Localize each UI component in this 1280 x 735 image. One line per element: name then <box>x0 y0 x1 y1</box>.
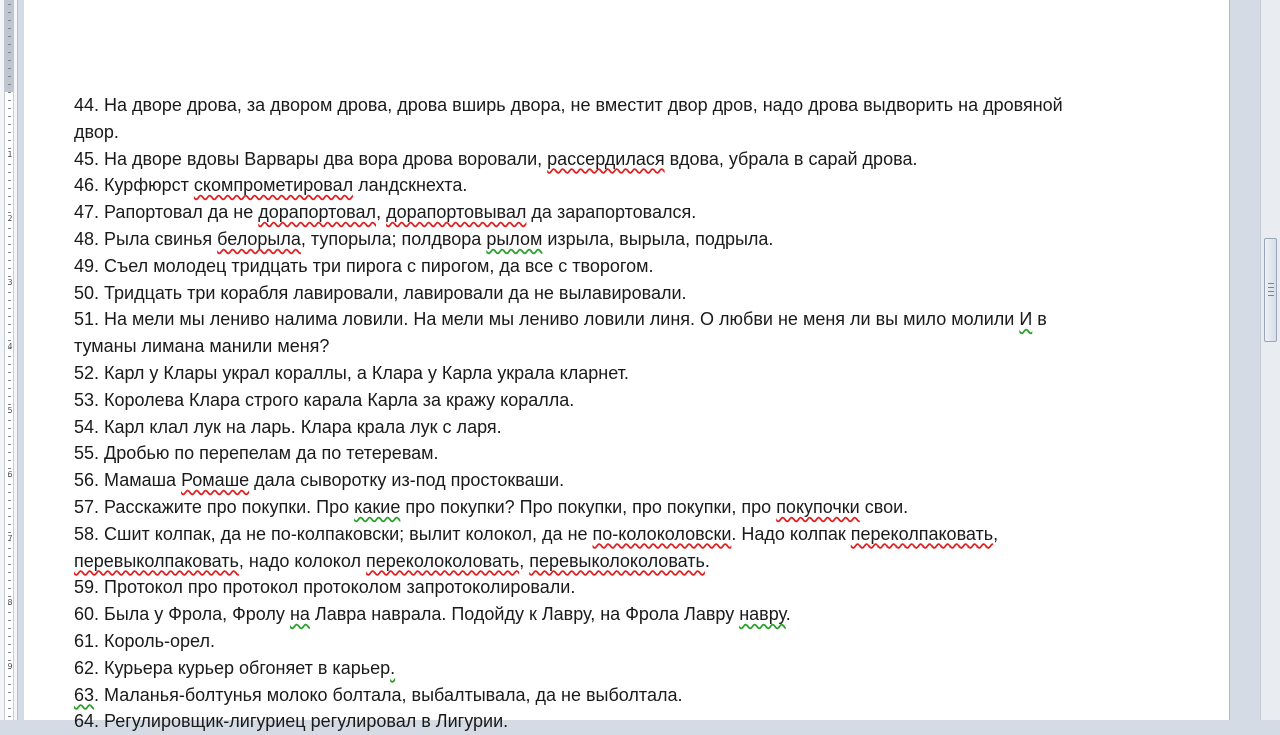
ruler-number: 1 <box>7 150 13 159</box>
text-run: 44. На дворе дрова, за двором дрова, дрова вширь двора, не вместит двор дров, надо дрова выдворить на дровяной <box>74 95 1063 115</box>
text-line[interactable] <box>74 172 1204 199</box>
ruler-tick <box>8 140 11 141</box>
scrollbar-thumb[interactable] <box>1264 238 1277 342</box>
ruler-tick <box>8 340 11 341</box>
ruler-tick <box>8 692 11 693</box>
text-run: 57. Расскажите про покупки. Про <box>74 496 355 517</box>
text-run: Лавра наврала. Подойду к Лавру, на Фрола Лавру <box>309 604 740 625</box>
grammar-error: . <box>390 657 396 678</box>
text-line[interactable] <box>74 119 1204 146</box>
ruler-tick <box>8 660 11 661</box>
text-line[interactable] <box>74 306 1204 333</box>
ruler-tick <box>8 508 11 509</box>
ruler-tick <box>8 188 11 189</box>
ruler-tick <box>8 468 11 469</box>
ruler-tick <box>8 644 11 645</box>
ruler-tick <box>8 164 11 165</box>
spelling-error: переколпаковать <box>850 523 994 544</box>
spelling-error: дорапортовывал <box>386 202 527 223</box>
ruler-tick <box>8 52 11 53</box>
grip-line <box>1268 287 1274 288</box>
ruler-tick <box>8 236 11 237</box>
text-run: , <box>519 550 530 571</box>
grammar-error: И <box>1019 309 1033 330</box>
grammar-error: рылом <box>486 228 543 249</box>
ruler-tick <box>8 196 11 197</box>
spelling-error: скомпрометировал <box>193 175 354 196</box>
ruler-tick <box>8 564 11 565</box>
text-line[interactable] <box>74 494 1204 521</box>
ruler-tick <box>8 548 11 549</box>
ruler-tick <box>8 316 11 317</box>
grip-line <box>1268 295 1274 296</box>
text-run: 45. На дворе вдовы Варвары два вора дрова воровали, <box>74 148 548 169</box>
text-line[interactable] <box>74 360 1204 387</box>
ruler-tick <box>8 444 11 445</box>
text-run: , надо колокол <box>238 550 366 571</box>
ruler-tick <box>8 580 11 581</box>
text-run: про покупки? Про покупки, про покупки, про <box>400 496 777 517</box>
ruler-tick <box>8 436 11 437</box>
text-run: 59. Протокол про протокол протоколом запротоколировали. <box>74 577 576 598</box>
ruler-tick <box>8 708 11 709</box>
grammar-error: 63 <box>74 684 95 705</box>
text-run: . Маланья-болтунья молоко болтала, выбалтывала, да не выболтала. <box>94 684 683 705</box>
text-line[interactable] <box>74 199 1204 226</box>
text-run: . Надо колпак <box>731 523 851 544</box>
text-line[interactable] <box>74 574 1204 601</box>
text-line[interactable] <box>74 467 1204 494</box>
text-line[interactable] <box>74 708 1204 735</box>
ruler-tick <box>8 396 11 397</box>
ruler-tick <box>8 68 11 69</box>
text-line[interactable] <box>74 253 1204 280</box>
ruler-tick <box>8 588 11 589</box>
ruler-tick <box>8 700 11 701</box>
ruler-tick <box>8 652 11 653</box>
text-run: 56. Мамаша <box>74 470 182 491</box>
spelling-error: рассердилася <box>547 148 665 169</box>
ruler-tick <box>8 524 11 525</box>
ruler-tick <box>8 204 11 205</box>
ruler-number: 5 <box>7 406 13 415</box>
spelling-error: дорапортовал <box>258 202 377 223</box>
text-run: . <box>704 550 710 571</box>
text-line[interactable] <box>74 601 1204 628</box>
text-run: 58. Сшит колпак, да не по-колпаковски; вылит колокол, да не <box>74 523 593 544</box>
ruler-number: 7 <box>7 534 13 543</box>
ruler-tick <box>8 20 11 21</box>
text-run: 55. Дробью по перепелам да по тетеревам. <box>74 443 439 464</box>
grammar-error: навру <box>739 604 786 625</box>
ruler-tick <box>8 100 11 101</box>
text-run: свои. <box>859 496 909 517</box>
text-run: 64. Регулировщик-лигуриец регулировал в Лигурии. <box>74 711 509 732</box>
text-run: да зарапортовался. <box>526 202 697 223</box>
ruler-tick <box>8 716 11 717</box>
grip-line <box>1268 283 1274 284</box>
ruler-tick <box>8 372 11 373</box>
ruler-tick <box>8 684 11 685</box>
ruler-number: 4 <box>7 342 13 351</box>
text-line[interactable] <box>74 280 1204 307</box>
spelling-error: переколоколовать <box>366 550 520 571</box>
text-line[interactable] <box>74 521 1204 548</box>
ruler-tick <box>8 4 11 5</box>
text-run: туманы лимана манили меня? <box>74 336 330 357</box>
text-run: 61. Король-орел. <box>74 630 215 651</box>
text-run: , <box>993 523 999 544</box>
ruler-tick <box>8 276 11 277</box>
ruler-tick <box>8 572 11 573</box>
text-run: 54. Карл клал лук на ларь. Клара крала лук с ларя. <box>74 416 502 437</box>
text-line[interactable] <box>74 226 1204 253</box>
text-run: 49. Съел молодец тридцать три пирога с пирогом, да все с творогом. <box>74 255 654 276</box>
ruler-tick <box>8 356 11 357</box>
ruler-tick <box>8 484 11 485</box>
ruler-number: 3 <box>7 278 13 287</box>
ruler-tick <box>8 292 11 293</box>
text-line[interactable] <box>74 655 1204 682</box>
ruler-tick <box>8 60 11 61</box>
text-run: 52. Карл у Клары украл кораллы, а Клара у Карла украла кларнет. <box>74 362 629 383</box>
text-run: в <box>1032 309 1047 330</box>
ruler-tick <box>8 636 11 637</box>
ruler-tick <box>8 268 11 269</box>
ruler-tick <box>8 612 11 613</box>
ruler-tick <box>8 492 11 493</box>
ruler-tick <box>8 500 11 501</box>
text-run: изрыла, вырыла, подрыла. <box>542 228 774 249</box>
ruler-tick <box>8 388 11 389</box>
ruler-tick <box>8 532 11 533</box>
ruler-tick <box>8 228 11 229</box>
ruler-tick <box>8 628 11 629</box>
spelling-error: перевыколоколовать <box>529 550 705 571</box>
document-text[interactable] <box>74 92 1204 735</box>
text-run: , тупорыла; полдвора <box>300 228 487 249</box>
ruler-number: 9 <box>7 662 13 671</box>
ruler-tick <box>8 148 11 149</box>
text-line[interactable] <box>74 548 1204 575</box>
ruler-tick <box>8 108 11 109</box>
text-run: 50. Тридцать три корабля лавировали, лавировали да не вылавировали. <box>74 282 687 303</box>
ruler-tick <box>8 84 11 85</box>
ruler-tick <box>8 452 11 453</box>
ruler-tick <box>8 12 11 13</box>
ruler-tick <box>8 676 11 677</box>
document-page <box>24 0 1230 732</box>
vertical-scrollbar[interactable] <box>1260 0 1280 720</box>
text-run: дала сыворотку из-под простокваши. <box>249 470 565 491</box>
ruler-tick <box>8 300 11 301</box>
text-line[interactable] <box>74 92 1204 119</box>
spelling-error: Ромаше <box>181 470 250 491</box>
text-run: 48. Рыла свинья <box>74 228 218 249</box>
text-line[interactable] <box>74 682 1204 709</box>
text-run: 62. Курьера курьер обгоняет в карьер <box>74 657 391 678</box>
ruler-tick <box>8 212 11 213</box>
ruler-tick <box>8 516 11 517</box>
spelling-error: белорыла <box>217 228 301 249</box>
ruler-tick <box>8 124 11 125</box>
ruler-tick <box>8 244 11 245</box>
ruler-tick <box>8 364 11 365</box>
text-run: 46. Курфюрст <box>74 175 194 196</box>
ruler-tick <box>8 324 11 325</box>
ruler-tick <box>8 92 11 93</box>
ruler-tick <box>8 28 11 29</box>
ruler-tick <box>8 308 11 309</box>
ruler-tick <box>8 76 11 77</box>
ruler-tick <box>8 132 11 133</box>
text-line[interactable] <box>74 440 1204 467</box>
ruler-margin-top <box>4 0 14 92</box>
text-run: . <box>785 604 791 625</box>
vertical-ruler <box>0 0 18 720</box>
text-line[interactable] <box>74 414 1204 441</box>
ruler-tick <box>8 260 11 261</box>
text-line[interactable] <box>74 387 1204 414</box>
text-run: 60. Была у Фрола, Фролу <box>74 604 290 625</box>
text-run: 53. Королева Клара строго карала Карла за кражу коралла. <box>74 389 575 410</box>
spelling-error: по-колоколовски <box>592 523 732 544</box>
ruler-tick <box>8 596 11 597</box>
text-run: вдова, убрала в сарай дрова. <box>664 148 918 169</box>
ruler-tick <box>8 180 11 181</box>
spelling-error: покупочки <box>776 496 860 517</box>
text-run: ландскнехта. <box>353 175 468 196</box>
ruler-tick <box>8 252 11 253</box>
spelling-error: перевыколпаковать <box>74 550 239 571</box>
grip-line <box>1268 291 1274 292</box>
text-line[interactable] <box>74 628 1204 655</box>
ruler-tick <box>8 428 11 429</box>
grammar-error: на <box>289 604 310 625</box>
ruler-tick <box>8 380 11 381</box>
ruler-tick <box>8 460 11 461</box>
ruler-tick <box>8 420 11 421</box>
ruler-tick <box>8 620 11 621</box>
ruler-tick <box>8 172 11 173</box>
ruler-tick <box>8 36 11 37</box>
text-run: 47. Рапортовал да не <box>74 202 259 223</box>
text-run: двор. <box>74 121 119 142</box>
ruler-number: 2 <box>7 214 13 223</box>
ruler-tick <box>8 332 11 333</box>
grammar-error: какие <box>354 496 401 517</box>
ruler-tick <box>8 556 11 557</box>
ruler-number: 8 <box>7 598 13 607</box>
text-line[interactable] <box>74 146 1204 173</box>
text-run: , <box>376 202 387 223</box>
ruler-tick <box>8 44 11 45</box>
ruler-tick <box>8 116 11 117</box>
ruler-tick <box>8 404 11 405</box>
ruler-number: 6 <box>7 470 13 479</box>
text-run: 51. На мели мы лениво налима ловили. На мели мы лениво ловили линя. О любви не меня ли вы мило молили <box>74 309 1020 330</box>
text-line[interactable] <box>74 333 1204 360</box>
